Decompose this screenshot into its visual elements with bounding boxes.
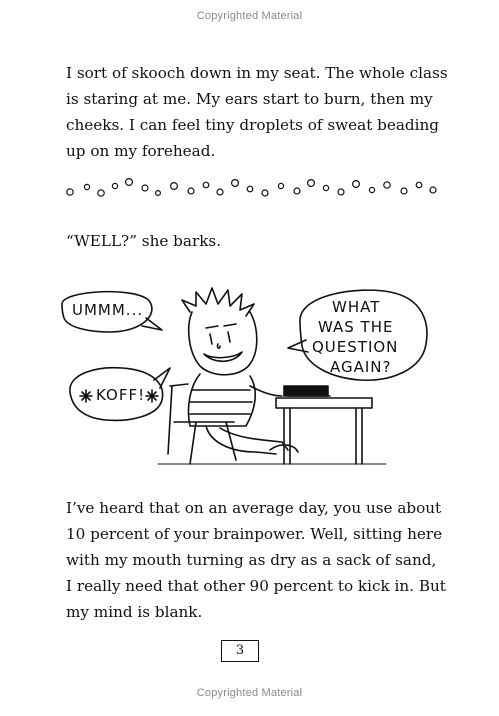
- copyright-footer: Copyrighted Material: [196, 687, 303, 699]
- paragraph-3: [66, 495, 446, 625]
- bubble-text-koff: KOFF!: [96, 386, 146, 404]
- chair: [168, 386, 236, 464]
- paragraph-line: I really need that other 90 percent to kick in. But: [66, 577, 446, 595]
- paragraph-line: with my mouth turning as dry as a sack of sand,: [66, 551, 437, 569]
- bubble-divider: [60, 172, 440, 202]
- paragraph-line: “WELL?” she barks.: [66, 232, 222, 250]
- desk: [276, 398, 372, 408]
- bubble-text-right-line: WAS THE: [318, 318, 394, 336]
- paragraph-line: cheeks. I can feel tiny droplets of sweat beading: [66, 116, 439, 134]
- paragraph-line: up on my forehead.: [66, 142, 216, 160]
- character-body: [188, 374, 255, 426]
- paragraph-line: is staring at me. My ears start to burn, then my: [66, 90, 433, 108]
- bubble-text-ummm: UMMM...: [72, 301, 144, 319]
- bubble-text-right-line: QUESTION: [312, 338, 399, 356]
- paragraph-1: [66, 60, 446, 164]
- character-head: [189, 312, 257, 375]
- paragraph-2: [66, 228, 446, 254]
- comic-illustration: [50, 282, 450, 472]
- bubble-text-right-line: WHAT: [332, 298, 381, 316]
- bubble-text-right-line: AGAIN?: [330, 358, 392, 376]
- paragraph-line: my mind is blank.: [66, 603, 203, 621]
- paragraph-line: I sort of skooch down in my seat. The whole class: [66, 64, 448, 82]
- paragraph-line: I’ve heard that on an average day, you use about: [66, 499, 442, 517]
- page-number: 3: [221, 640, 259, 662]
- paragraph-line: 10 percent of your brainpower. Well, sitting here: [66, 525, 443, 543]
- book: [284, 386, 328, 396]
- copyright-header: Copyrighted Material: [196, 10, 303, 22]
